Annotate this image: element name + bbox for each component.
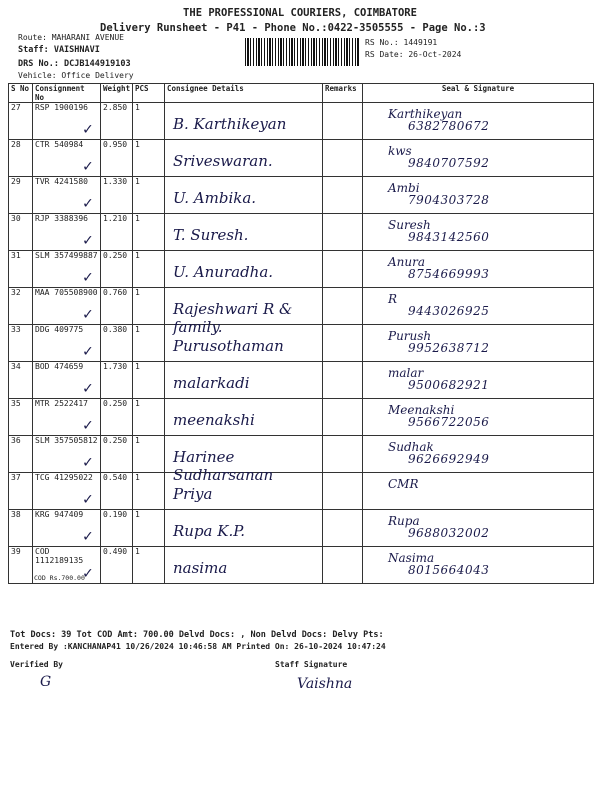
cell-consignment [33, 177, 101, 214]
signature-phone: 9952638712 [408, 341, 490, 355]
signature: R [388, 292, 398, 306]
consignment-number: SLM 357505812 [35, 436, 98, 445]
cell-pcs: 1 [133, 103, 165, 140]
consignee-name: T. Suresh. [173, 226, 249, 244]
cell-signature [363, 547, 594, 584]
signature: Anura [388, 255, 426, 269]
signature: Purush [388, 329, 432, 343]
consignment-number: RSP 1900196 [35, 103, 88, 112]
cell-consignee [165, 140, 323, 177]
entered-by-line: Entered By :KANCHANAP41 10/26/2024 10:46:58 AM Printed On: 26-10-2024 10:47:24 [10, 642, 386, 651]
cell-consignee [165, 177, 323, 214]
signature: Nasima [388, 551, 435, 565]
cell-signature [363, 362, 594, 399]
cell-remarks [323, 214, 363, 251]
col-consignment: Consignment No [33, 84, 101, 103]
consignment-number: DDG 409775 [35, 325, 84, 334]
cell-remarks [323, 399, 363, 436]
signature: Karthikeyan [388, 107, 463, 121]
checkmark-icon: ✓ [83, 267, 93, 286]
signature-phone: 6382780672 [408, 119, 490, 133]
cell-pcs: 1 [133, 177, 165, 214]
cell-consignment [33, 140, 101, 177]
signature: Ambi [388, 181, 420, 195]
cell-consignment [33, 436, 101, 473]
signature: Meenakshi [388, 403, 455, 417]
checkmark-icon: ✓ [83, 526, 93, 545]
cell-remarks [323, 436, 363, 473]
signature-phone: 9566722056 [408, 415, 490, 429]
cell-weight: 0.250 [101, 251, 133, 288]
cod-amount: COD Rs.700.00 [34, 574, 85, 582]
runsheet-table [8, 83, 594, 584]
col-remarks: Remarks [323, 84, 363, 103]
cell-pcs: 1 [133, 473, 165, 510]
signature-phone: 9626692949 [408, 452, 490, 466]
col-consignee: Consignee Details [165, 84, 323, 103]
table-row [9, 177, 594, 214]
consignment-number: MAA 705508900 [35, 288, 98, 297]
cell-consignment [33, 510, 101, 547]
checkmark-icon: ✓ [83, 378, 93, 397]
signature: malar [388, 366, 424, 380]
cell-remarks [323, 177, 363, 214]
totals-line: Tot Docs: 39 Tot COD Amt: 700.00 Delvd Docs: , Non Delvd Docs: Delvy Pts: [10, 630, 384, 640]
consignee-name: Harinee Sudharsanan [173, 448, 274, 484]
cell-signature [363, 177, 594, 214]
table-row [9, 547, 594, 584]
consignee-name: Purusothaman [173, 337, 284, 355]
drs-number: DRS No.: DCJB144919103 [18, 59, 131, 69]
consignee-name: meenakshi [173, 411, 255, 429]
cell-consignee [165, 214, 323, 251]
signature: Rupa [388, 514, 420, 528]
signature-phone: 9843142560 [408, 230, 490, 244]
cell-consignee [165, 547, 323, 584]
col-weight: Weight [101, 84, 133, 103]
col-sno: S No [9, 84, 33, 103]
cell-remarks [323, 325, 363, 362]
cell-consignee [165, 325, 323, 362]
cell-weight: 1.210 [101, 214, 133, 251]
cell-consignment [33, 362, 101, 399]
cell-sno: 31 [9, 251, 33, 288]
checkmark-icon: ✓ [83, 304, 93, 323]
cell-consignment [33, 214, 101, 251]
table-row [9, 399, 594, 436]
cell-consignment [33, 288, 101, 325]
table-row [9, 214, 594, 251]
consignment-number: RJP 3388396 [35, 214, 88, 223]
consignee-name: Priya [173, 485, 213, 503]
cell-remarks [323, 251, 363, 288]
checkmark-icon: ✓ [83, 156, 93, 175]
cell-consignee [165, 399, 323, 436]
runsheet-subtitle: Delivery Runsheet - P41 - Phone No.:0422-3505555 - Page No.:3 [100, 22, 486, 34]
cell-weight: 0.250 [101, 436, 133, 473]
cell-consignee [165, 510, 323, 547]
consignee-name: U. Anuradha. [173, 263, 274, 281]
consignee-name: nasima [173, 559, 228, 577]
cell-weight: 2.850 [101, 103, 133, 140]
cell-signature [363, 140, 594, 177]
cell-consignment [33, 547, 101, 584]
staff-signature-label: Staff Signature [275, 660, 348, 669]
cell-sno: 27 [9, 103, 33, 140]
cell-weight: 0.540 [101, 473, 133, 510]
signature-phone: 7904303728 [408, 193, 490, 207]
cell-consignment [33, 325, 101, 362]
verified-signature: G [40, 674, 52, 690]
signature: kws [388, 144, 412, 158]
cell-pcs: 1 [133, 362, 165, 399]
cell-remarks [323, 103, 363, 140]
consignee-name: malarkadi [173, 374, 250, 392]
cell-consignee [165, 251, 323, 288]
vehicle-label: Vehicle: Office Delivery [18, 71, 134, 80]
cell-weight: 0.490 [101, 547, 133, 584]
cell-sno: 29 [9, 177, 33, 214]
signature-phone: 8015664043 [408, 563, 490, 577]
consignee-name: U. Ambika. [173, 189, 257, 207]
consignment-number: KRG 947409 [35, 510, 84, 519]
cell-consignee [165, 473, 323, 510]
cell-consignee [165, 436, 323, 484]
cell-signature [363, 325, 594, 362]
cell-pcs: 1 [133, 140, 165, 177]
cell-consignment [33, 399, 101, 436]
table-row [9, 436, 594, 473]
cell-remarks [323, 362, 363, 399]
consignment-number: BOD 474659 [35, 362, 84, 371]
signature: Sudhak [388, 440, 434, 454]
cell-signature [363, 103, 594, 140]
rs-number: RS No.: 1449191 [365, 38, 438, 47]
checkmark-icon: ✓ [83, 341, 93, 360]
staff-signature: Vaishna [297, 676, 353, 692]
barcode [245, 38, 360, 66]
table-row [9, 251, 594, 288]
cell-sno: 37 [9, 473, 33, 510]
signature-phone: 9500682921 [408, 378, 490, 392]
signature-phone: 9443026925 [408, 304, 490, 318]
table-row [9, 288, 594, 325]
staff-label: Staff: VAISHNAVI [18, 45, 100, 55]
col-pcs: PCS [133, 84, 165, 103]
consignee-name: Rajeshwari R & family. [173, 300, 293, 336]
signature: Suresh [388, 218, 431, 232]
cell-pcs: 1 [133, 399, 165, 436]
table-row [9, 140, 594, 177]
cell-pcs: 1 [133, 214, 165, 251]
checkmark-icon: ✓ [83, 230, 93, 249]
consignment-number: SLM 357499887 [35, 251, 98, 260]
cell-consignment [33, 251, 101, 288]
cell-pcs: 1 [133, 547, 165, 584]
cell-weight: 0.760 [101, 288, 133, 325]
cell-consignment [33, 473, 101, 510]
consignment-number: MTR 2522417 [35, 399, 88, 408]
cell-sno: 38 [9, 510, 33, 547]
table-header-row [9, 84, 594, 103]
rs-date: RS Date: 26-Oct-2024 [365, 50, 462, 59]
checkmark-icon: ✓ [83, 119, 93, 138]
consignment-number: TVR 4241580 [35, 177, 88, 186]
cell-sno: 35 [9, 399, 33, 436]
cell-weight: 0.380 [101, 325, 133, 362]
cell-consignee [165, 103, 323, 140]
cell-sno: 34 [9, 362, 33, 399]
consignee-name: B. Karthikeyan [173, 115, 287, 133]
cell-signature [363, 288, 594, 325]
col-signature: Seal & Signature [363, 84, 594, 103]
route-label: Route: MAHARANI AVENUE [18, 33, 124, 42]
cell-pcs: 1 [133, 325, 165, 362]
checkmark-icon: ✓ [83, 563, 93, 582]
table-row [9, 325, 594, 362]
checkmark-icon: ✓ [83, 489, 93, 508]
cell-signature [363, 473, 594, 510]
cell-sno: 39 [9, 547, 33, 584]
consignment-number: TCG 41295022 [35, 473, 93, 482]
cell-sno: 30 [9, 214, 33, 251]
cell-sno: 33 [9, 325, 33, 362]
cell-consignee [165, 288, 323, 336]
table-row [9, 510, 594, 547]
cell-pcs: 1 [133, 251, 165, 288]
cell-signature [363, 436, 594, 473]
cell-signature [363, 251, 594, 288]
cell-consignment [33, 103, 101, 140]
cell-remarks [323, 288, 363, 325]
cell-remarks [323, 510, 363, 547]
table-row [9, 103, 594, 140]
cell-sno: 36 [9, 436, 33, 473]
cell-signature [363, 214, 594, 251]
consignment-number: COD 1112189135 [35, 547, 84, 565]
checkmark-icon: ✓ [83, 452, 93, 471]
checkmark-icon: ✓ [83, 415, 93, 434]
cell-remarks [323, 547, 363, 584]
cell-weight: 0.250 [101, 399, 133, 436]
consignee-name: Sriveswaran. [173, 152, 273, 170]
table-row [9, 473, 594, 510]
checkmark-icon: ✓ [83, 193, 93, 212]
cell-weight: 0.950 [101, 140, 133, 177]
signature-phone: 9688032002 [408, 526, 490, 540]
page-title: THE PROFESSIONAL COURIERS, COIMBATORE [183, 7, 417, 19]
signature-phone: 9840707592 [408, 156, 490, 170]
cell-remarks [323, 473, 363, 510]
cell-signature [363, 510, 594, 547]
cell-sno: 32 [9, 288, 33, 325]
cell-pcs: 1 [133, 436, 165, 473]
cell-weight: 1.330 [101, 177, 133, 214]
cell-remarks [323, 140, 363, 177]
consignee-name: Rupa K.P. [173, 522, 246, 540]
cell-weight: 0.190 [101, 510, 133, 547]
cell-weight: 1.730 [101, 362, 133, 399]
cell-sno: 28 [9, 140, 33, 177]
cell-consignee [165, 362, 323, 399]
verified-by-label: Verified By [10, 660, 63, 669]
cell-pcs: 1 [133, 510, 165, 547]
cell-pcs: 1 [133, 288, 165, 325]
consignment-number: CTR 540984 [35, 140, 84, 149]
table-row [9, 362, 594, 399]
signature: CMR [388, 477, 419, 491]
cell-signature [363, 399, 594, 436]
signature-phone: 8754669993 [408, 267, 490, 281]
